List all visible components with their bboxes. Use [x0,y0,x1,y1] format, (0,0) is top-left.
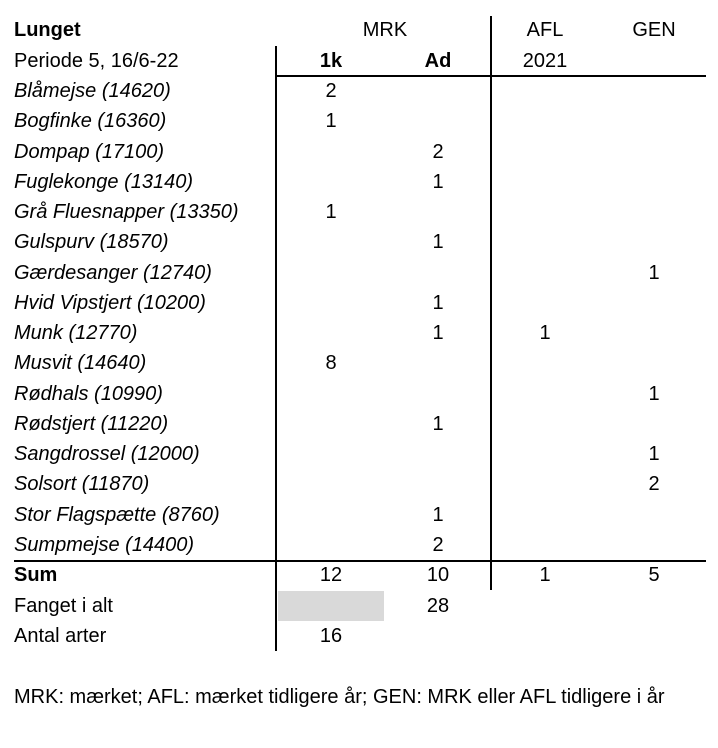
count-ad: 1 [432,322,444,344]
count-ad [388,76,488,106]
count-afl [494,167,596,197]
column-header-ad: Ad [424,50,452,72]
count-gen [602,167,706,197]
count-ad [388,106,488,136]
count-afl [494,106,596,136]
count-afl [494,530,596,560]
count-ad [388,197,488,227]
group-header-gen: GEN [632,19,676,41]
count-gen [602,137,706,167]
count-ad: 1 [432,171,444,193]
sum-label: Sum [14,564,58,586]
footnote: MRK: mærket; AFL: mærket tidligere år; GEN: MRK eller AFL tidligere i år [14,686,665,708]
column-header-1k: 1k [319,50,343,72]
species-name: Bogfinke (16360) [14,110,167,132]
species-name: Munk (12770) [14,322,138,344]
count-gen [602,227,706,257]
count-ad: 1 [432,504,444,526]
sum-rule [14,560,706,562]
count-1k [280,379,382,409]
count-afl [494,500,596,530]
count-1k [280,469,382,499]
count-afl [494,137,596,167]
count-1k [280,530,382,560]
species-name: Stor Flagspætte (8760) [14,504,220,526]
shaded-cell [278,591,384,621]
count-ad [388,258,488,288]
count-gen [602,288,706,318]
count-1k [280,500,382,530]
count-1k [280,227,382,257]
species-name: Gærdesanger (12740) [14,262,212,284]
count-ad [388,379,488,409]
species-name: Hvid Vipstjert (10200) [14,292,206,314]
count-1k: 1 [325,201,337,223]
count-1k: 2 [325,80,337,102]
count-ad: 2 [432,141,444,163]
header-rule [275,75,706,77]
count-gen [602,500,706,530]
count-ad [388,348,488,378]
count-afl [494,348,596,378]
species-name: Gulspurv (18570) [14,231,169,253]
arter-label: Antal arter [14,625,107,647]
species-name: Dompap (17100) [14,141,165,163]
count-gen [602,106,706,136]
count-afl [494,76,596,106]
count-1k [280,137,382,167]
count-afl [494,197,596,227]
count-afl [494,409,596,439]
count-gen: 2 [648,473,660,495]
count-ad: 1 [432,413,444,435]
group-header-afl: AFL [526,19,564,41]
count-1k [280,439,382,469]
species-name: Sangdrossel (12000) [14,443,200,465]
fanget-value: 28 [426,595,450,617]
count-ad [388,439,488,469]
species-name: Rødstjert (11220) [14,413,169,435]
species-name: Grå Fluesnapper (13350) [14,201,239,223]
table-title: Lunget [14,19,81,41]
count-gen [602,409,706,439]
count-gen [602,318,706,348]
count-1k [280,409,382,439]
count-gen [602,530,706,560]
count-gen: 1 [648,383,660,405]
count-ad: 1 [432,231,444,253]
count-gen [602,197,706,227]
count-gen [602,348,706,378]
count-afl [494,227,596,257]
species-name: Rødhals (10990) [14,383,163,405]
count-1k: 8 [325,352,337,374]
species-name: Fuglekonge (13140) [14,171,194,193]
count-afl [494,379,596,409]
count-gen: 1 [648,262,660,284]
count-ad: 2 [432,534,444,556]
count-ad [388,469,488,499]
column-header-afl-year: 2021 [522,50,568,72]
group-header-mrk: MRK [362,19,408,41]
count-afl [494,439,596,469]
count-gen: 1 [648,443,660,465]
count-1k [280,167,382,197]
species-name: Sumpmejse (14400) [14,534,195,556]
sum-1k: 12 [319,564,343,586]
count-1k [280,258,382,288]
fanget-label: Fanget i alt [14,595,113,617]
count-1k: 1 [325,110,337,132]
count-gen [602,76,706,106]
period-label: Periode 5, 16/6-22 [14,50,179,72]
species-name: Solsort (11870) [14,473,150,495]
count-1k [280,318,382,348]
count-afl [494,258,596,288]
count-afl [494,469,596,499]
species-name: Musvit (14640) [14,352,147,374]
divider-afl [490,16,492,590]
count-afl [494,288,596,318]
arter-value: 16 [319,625,343,647]
count-ad: 1 [432,292,444,314]
sum-ad: 10 [426,564,450,586]
sum-gen: 5 [648,564,660,586]
sum-afl: 1 [539,564,551,586]
count-1k [280,288,382,318]
count-afl: 1 [539,322,551,344]
species-name: Blåmejse (14620) [14,80,171,102]
